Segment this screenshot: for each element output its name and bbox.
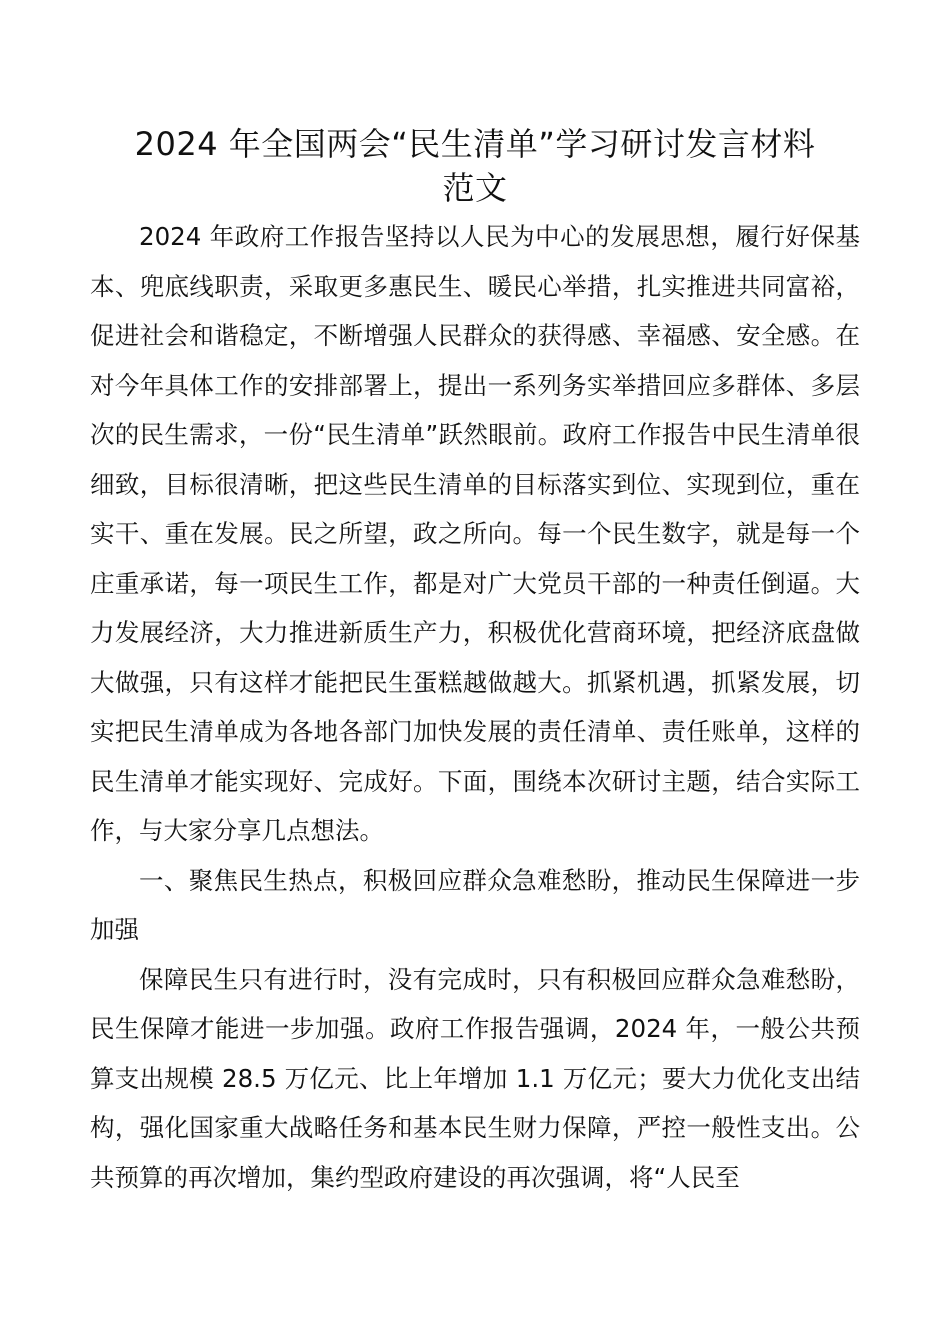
document-title-line-2: 范文	[442, 169, 508, 207]
paragraph-section-1: 保障民生只有进行时，没有完成时，只有积极回应群众急难愁盼，民生保障才能进一步加强。政府工作报告强调，2024 年，一般公共预算支出规模 28.5 万亿元、比上年增加 1.1 万亿元；要大力优化支出结构，强化国家重大战略任务和基本民生财力保障，严控一般性支出。公共预算的再次增加，集约型政府建设的再次强调，将“人民至	[90, 964, 860, 1192]
paragraph-intro: 2024 年政府工作报告坚持以人民为中心的发展思想，履行好保基本、兜底线职责，采取更多惠民生、暖民心举措，扎实推进共同富裕，促进社会和谐稳定，不断增强人民群众的获得感、幸福感、安全感。在对今年具体工作的安排部署上，提出一系列务实举措回应多群体、多层次的民生需求，一份“民生清单”跃然眼前。政府工作报告中民生清单很细致，目标很清晰，把这些民生清单的目标落实到位、实现到位，重在实干、重在发展。民之所望，政之所向。每一个民生数字，就是每一个庄重承诺，每一项民生工作，都是对广大党员干部的一种责任倒逼。大力发展经济，大力推进新质生产力，积极优化营商环境，把经济底盘做大做强，只有这样才能把民生蛋糕越做越大。抓紧机遇，抓紧发展，切实把民生清单成为各地各部门加快发展的责任清单、责任账单，这样的民生清单才能实现好、完成好。下面，围绕本次研讨主题，结合实际工作，与大家分享几点想法。	[90, 222, 860, 845]
document-title	[90, 122, 860, 210]
section-heading-1: 一、聚焦民生热点，积极回应群众急难愁盼，推动民生保障进一步加强	[90, 865, 860, 944]
document-title-line-1: 2024 年全国两会“民生清单”学习研讨发言材料	[134, 125, 816, 163]
document-page	[90, 122, 860, 1202]
